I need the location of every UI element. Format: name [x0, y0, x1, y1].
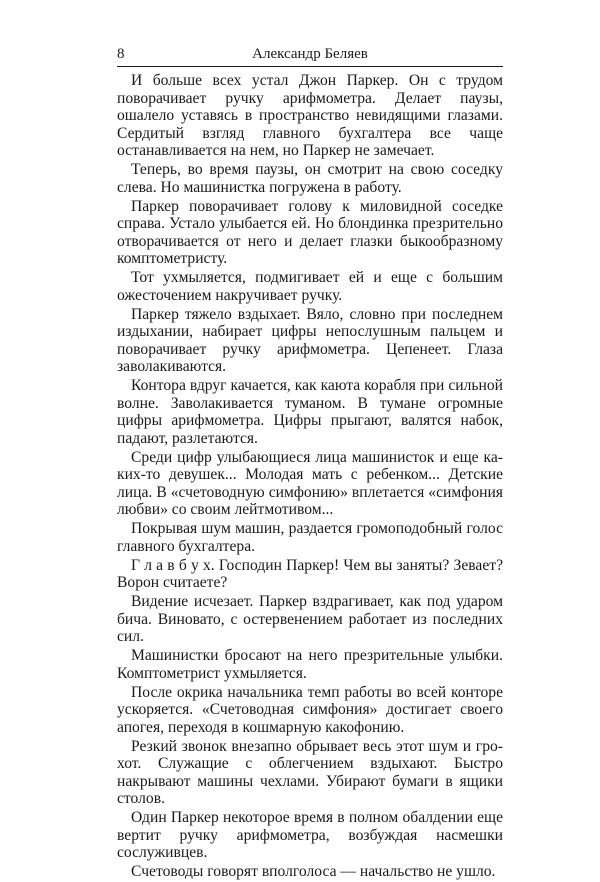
paragraph-15: Счетоводы говорят вполголоса — начальство не ушло. — [131, 863, 496, 880]
paragraph-10: Видение исчезает. Паркер вздрагивает, как под ударом бича. Виновато, с остервенением работает из последних сил. — [117, 593, 503, 645]
paragraph-5: Паркер тяжело вздыхает. Вяло, словно при последнем издыхании, набирает цифры непослушным пальцем и поворачивает ручку арифмометра. Цепенеет. Глаза заволакиваются. — [117, 305, 503, 375]
paragraph-6: Контора вдруг качается, как каюта корабля при сильной волне. Заволакивается туманом. В тумане огромные цифры арифмометра. Цифры прыгают, валятся набок, падают, разлетаются. — [117, 377, 503, 447]
paragraph-7: Среди цифр улыбающиеся лица машинисток и еще каких-то девушек... Молодая мать с ребенком... Детские лица. В «счетоводную симфонию» вплетается «симфония любви» со своим лейтмотивом... — [117, 448, 503, 518]
paragraph-4: Тот ухмыляется, подмигивает ей и еще с большим ожесточением накручивает ручку. — [117, 269, 503, 304]
paragraph-12: После окрика начальника темп работы во всей конторе ускоряется. «Счетоводная симфония» достигает своего апогея, переходя в кошмарную какофонию. — [117, 683, 503, 736]
paragraph-11: Машинистки бросают на него презрительные улыбки. Комптометрист ухмыляется. — [117, 647, 503, 682]
body-text — [117, 72, 503, 882]
paragraph-13: Резкий звонок внезапно обрывает весь этот шум и грохот. Служащие с облегчением вздыхают. Быстро накрывают машины чехлами. Убирают бумаги в ящики столов. — [117, 737, 503, 807]
page-number: 8 — [117, 46, 125, 62]
paragraph-9: Г л а в б у х. Господин Паркер! Чем вы заняты? Зевает? Ворон считаете? — [117, 556, 503, 591]
paragraph-8: Покрывая шум машин, раздается громоподобный голос главного бухгалтера. — [117, 520, 503, 555]
paragraph-3: Паркер поворачивает голову к миловидной соседке справа. Устало улыбается ей. Но блондинка презрительно отворачивается от него и делает глазки быкообразному комптометристу. — [117, 197, 503, 267]
paragraph-14: Один Паркер некоторое время в полном обалдении еще вертит ручку арифмометра, возбуждая насмешки сослуживцев. — [117, 809, 503, 861]
paragraph-1: И больше всех устал Джон Паркер. Он с трудом поворачивает ручку арифмометра. Делает паузы, ошалело уставясь в пространство невидящими глазами. Сердитый взгляд главного бухгалтера все чаще останавливается на нем, но Паркер не замечает. — [117, 72, 503, 159]
paragraph-2: Теперь, во время паузы, он смотрит на свою соседку слева. Но машинистка погружена в работу. — [117, 161, 503, 196]
running-head — [117, 44, 503, 66]
header-rule — [117, 66, 503, 67]
running-head-author: Александр Беляев — [252, 46, 368, 62]
